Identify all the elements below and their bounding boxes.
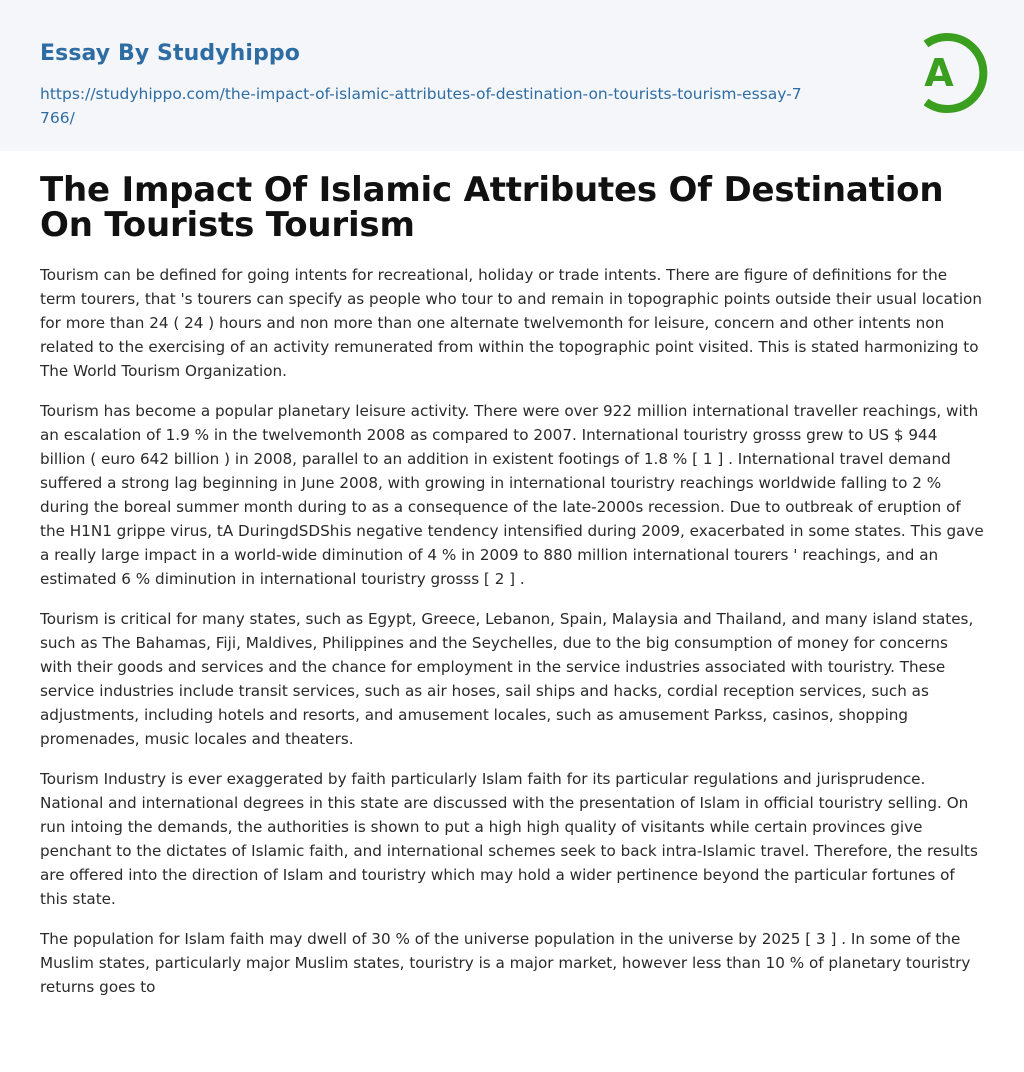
site-brand[interactable]: Essay By Studyhippo (40, 41, 300, 66)
logo-letter: A (924, 51, 954, 95)
essay-paragraph: Tourism can be defined for going intents for recreational, holiday or trade intents. There are figure of definitions for the term tourers, that 's tourers can specify as people who tour to and remain in topographic points outside their usual location for more than 24 ( 24 ) hours and non more than one alternate twelvemonth for leisure, concern and other intents non related to the exercising of an activity remunerated from within the topographic point visited. This is stated harmonizing to The World Tourism Organization. (40, 266, 982, 380)
essay-title: The Impact Of Islamic Attributes Of Destination On Tourists Tourism (40, 170, 944, 245)
essay-paragraph: Tourism is critical for many states, such as Egypt, Greece, Lebanon, Spain, Malaysia and Thailand, and many island states, such as The Bahamas, Fiji, Maldives, Philippines and the Seychelles, due to the big consumption of money for concerns with their goods and services and the chance for employment in the service industries associated with touristry. These service industries include transit services, such as air hoses, sail ships and hacks, cordial reception services, such as adjustments, including hotels and resorts, and amusement locales, such as amusement Parkss, casinos, shopping promenades, music locales and theaters. (40, 610, 974, 748)
studyhippo-logo-icon[interactable] (908, 26, 992, 120)
essay-paragraph: Tourism has become a popular planetary leisure activity. There were over 922 million international traveller reachings, with an escalation of 1.9 % in the twelvemonth 2008 as compared to 2007. International touristry grosss grew to US $ 944 billion ( euro 642 billion ) in 2008, parallel to an addition in existent footings of 1.8 % [ 1 ] . International travel demand suffered a strong lag beginning in June 2008, with growing in international touristry reachings worldwide falling to 2 % during the boreal summer month during to as a consequence of the late-2000s recession. Due to outbreak of eruption of the H1N1 grippe virus, tA DuringdSDShis negative tendency intensified during 2009, exacerbated in some states. This gave a really large impact in a world-wide diminution of 4 % in 2009 to 880 million international tourers ' reachings, and an estimated 6 % diminution in international touristry grosss [ 2 ] . (40, 402, 984, 588)
site-header (0, 0, 1024, 151)
essay-paragraph: The population for Islam faith may dwell of 30 % of the universe population in the universe by 2025 [ 3 ] . In some of the Muslim states, particularly major Muslim states, touristry is a major market, however less than 10 % of planetary touristry returns goes to (40, 930, 971, 996)
essay-url-link[interactable]: https://studyhippo.com/the-impact-of-islamic-attributes-of-destination-on-tourists-tourism-essay-7766/ (40, 85, 802, 127)
essay-paragraph: Tourism Industry is ever exaggerated by faith particularly Islam faith for its particular regulations and jurisprudence. National and international degrees in this state are discussed with the presentation of Islam in official touristry selling. On run intoing the demands, the authorities is shown to put a high high quality of visitants while certain provinces give penchant to the dictates of Islamic faith, and international schemes seek to back intra-Islamic travel. Therefore, the results are offered into the direction of Islam and touristry which may hold a wider pertinence beyond the particular fortunes of this state. (40, 770, 978, 908)
essay-content (0, 151, 1024, 999)
